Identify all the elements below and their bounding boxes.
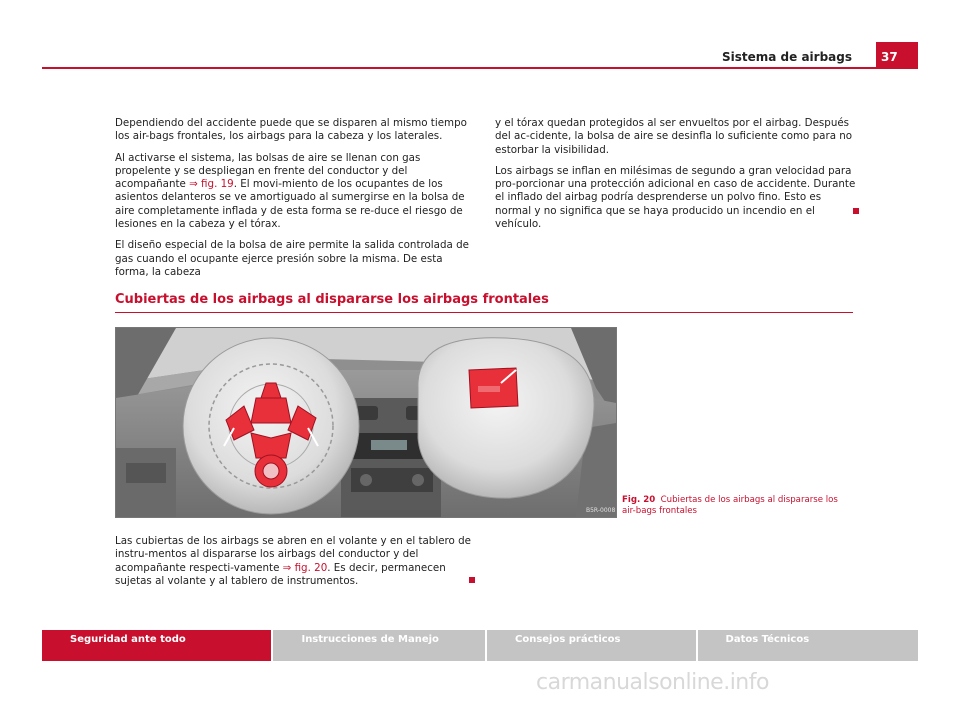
left-paragraph-2 [115,152,477,232]
airbag-cover-figure [115,327,617,518]
figure-code: B5R-0008 [586,507,616,514]
right-paragraph-2: Los airbags se inflan en milésimas de segundo a gran velocidad para pro-porcionar una protección adicional en caso de accidente. Durante el inflado del airbag podría desprenderse un polvo fino. Esto es normal y no significa que se haya producido un incendio en el vehículo. [495,164,856,231]
section-heading: Cubiertas de los airbags al dispararse los airbags frontales [115,292,549,307]
page-title: Sistema de airbags [721,50,852,64]
cover-description-text-a: Las cubiertas de los airbags se abren en el volante y en el tablero de instru-mentos al dispararse los airbags del conductor y del acompañante respecti-vamente [115,535,471,574]
left-column [115,117,477,287]
page-number: 37 [881,50,898,64]
section-end-mark [853,208,859,214]
left-paragraph-2-text-b: . El movi-miento de los ocupantes de los asientos delanteros se ve amortiguado al sumergirse en la bolsa de aire completamente inflada y de esta forma se re-duce el riesgo de lesiones en la cabeza y el tórax. [115,178,465,231]
tab-datos[interactable]: Datos Técnicos [698,630,918,661]
tab-consejos[interactable]: Consejos prácticos [487,630,696,661]
cover-description [115,535,477,588]
watermark: carmanualsonline.info [536,670,769,695]
left-paragraph-3: El diseño especial de la bolsa de aire permite la salida controlada de gas cuando el ocupante ejerce presión sobre la misma. De esta forma, la cabeza [115,239,469,278]
right-column [495,117,857,239]
figure-20-link[interactable]: ⇒ fig. 20 [282,561,328,574]
left-paragraph-1: Dependiendo del accidente puede que se disparen al mismo tiempo los air-bags frontales, los airbags para la cabeza y los laterales. [115,117,467,143]
left-paragraph-2-text-a: Al activarse el sistema, las bolsas de aire se llenan con gas propelente y se despliegan en frente del conductor y del acompañante [115,151,421,191]
section-divider [115,312,853,313]
airbag-illustration [116,328,616,517]
figure-caption-text: Cubiertas de los airbags al dispararse los air-bags frontales [622,495,838,516]
tab-instrucciones[interactable]: Instrucciones de Manejo [273,630,485,661]
figure-19-link[interactable]: ⇒ fig. 19 [189,178,234,191]
tab-seguridad[interactable]: Seguridad ante todo [42,630,271,661]
figure-label: Fig. 20 [622,495,656,505]
footer-nav [42,630,918,661]
section-end-mark [469,577,475,583]
right-paragraph-1: y el tórax quedan protegidos al ser envueltos por el airbag. Después del ac-cidente, la bolsa de aire se desinfla lo suficiente como para no estorbar la visibilidad. [495,117,853,156]
cover-description-text-b: . Es decir, permanecen sujetas al volante y al tablero de instrumentos. [115,561,446,587]
header-divider [42,67,918,69]
figure-caption [622,495,854,517]
